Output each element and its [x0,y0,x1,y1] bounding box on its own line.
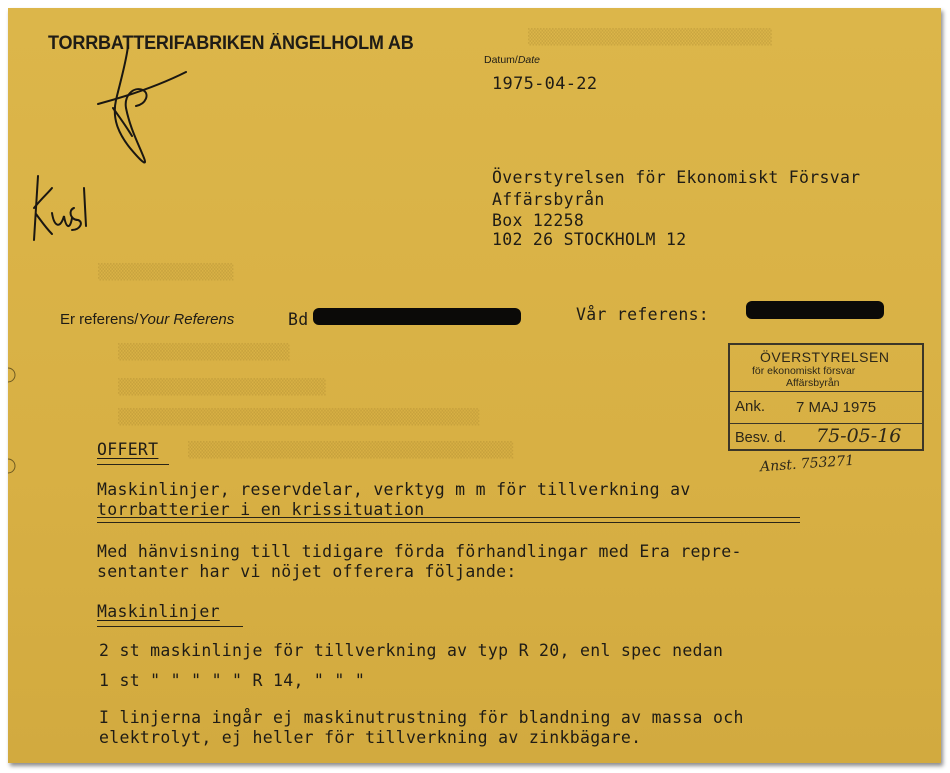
offert-heading: OFFERT [97,440,159,459]
our-reference-label: Vår referens: [576,305,710,324]
show-through-text: ▒▒▒▒▒▒▒▒▒▒▒▒▒▒▒▒▒▒▒▒▒▒▒▒▒▒▒▒▒▒▒▒▒▒▒▒▒▒▒▒ [118,408,480,426]
company-letterhead: TORRBATTERIFABRIKEN ÄNGELHOLM AB [48,33,414,54]
section-heading: Maskinlinjer [97,602,220,621]
intro-line-1: Med hänvisning till tidigare förda förhandlingar med Era repre- [97,542,742,561]
your-reference-label-en: Your Referens [138,311,235,328]
show-through-text: ▒▒▒▒▒▒▒▒▒▒▒▒▒▒▒ [98,263,234,281]
stamp-organisation: ÖVERSTYRELSEN [760,349,890,365]
recipient-line-4: 102 26 STOCKHOLM 12 [492,230,687,249]
letter-date: 1975-04-22 [492,74,598,94]
recipient-line-2: Affärsbyrån [492,190,605,209]
stamp-handwritten-annotation: Anst. 753271 [759,452,855,476]
letter-page [8,8,941,763]
signature-scribble [98,46,186,163]
your-reference-value: Bd [288,310,309,329]
item-line-2: 1 st " " " " " R 14, " " " [99,671,366,690]
stamp-besv-label: Besv. d. [735,430,787,446]
stamp-besv-date: 75-05-16 [816,425,902,447]
show-through-text: ▒▒▒▒▒▒▒▒▒▒▒▒▒▒▒▒▒▒▒ [118,343,290,361]
item-line-1: 2 st maskinlinje för tillverkning av typ R 20, enl spec nedan [99,641,724,660]
note-line-1: I linjerna ingår ej maskinutrustning för blandning av massa och [99,708,744,727]
show-through-text: ▒▒▒▒▒▒▒▒▒▒▒▒▒▒▒▒▒▒▒▒▒▒▒ [118,378,326,396]
stamp-organisation-sub: för ekonomiskt försvar [752,365,856,377]
recipient-line-1: Överstyrelsen för Ekonomiskt Försvar [492,168,861,187]
date-label-sv: Datum/ [484,54,518,66]
subject-line-1: Maskinlinjer, reservdelar, verktyg m m för tillverkning av [97,480,691,499]
show-through-text: ▒▒▒▒▒▒▒▒▒▒▒▒▒▒▒▒▒▒▒▒▒▒▒▒▒▒▒▒▒▒▒▒▒▒▒▒ [188,441,514,459]
subject-line-2: torrbatterier i en krissituation [97,500,425,519]
punch-holes [8,368,15,473]
handwriting-layer [8,8,941,763]
note-line-2: elektrolyt, ej heller för tillverkning av zinkbägare. [99,728,642,747]
margin-note-scribble [34,176,86,240]
recipient-line-3: Box 12258 [492,211,585,230]
stamp-ank-label: Ank. [735,398,766,415]
margin-note-text: Kus 1 [8,8,11,9]
date-label-en: Date [517,54,541,66]
show-through-text: ▒▒▒▒▒▒▒▒▒▒▒▒▒▒▒▒▒▒▒▒▒▒▒▒▒▒▒ [528,28,772,46]
intro-line-2: sentanter har vi nöjet offerera följande: [97,562,517,581]
your-reference-label-sv: Er referens/ [60,311,139,328]
stamp-department: Affärsbyrån [786,377,840,389]
stamp-ank-date: 7 MAJ 1975 [796,399,877,416]
